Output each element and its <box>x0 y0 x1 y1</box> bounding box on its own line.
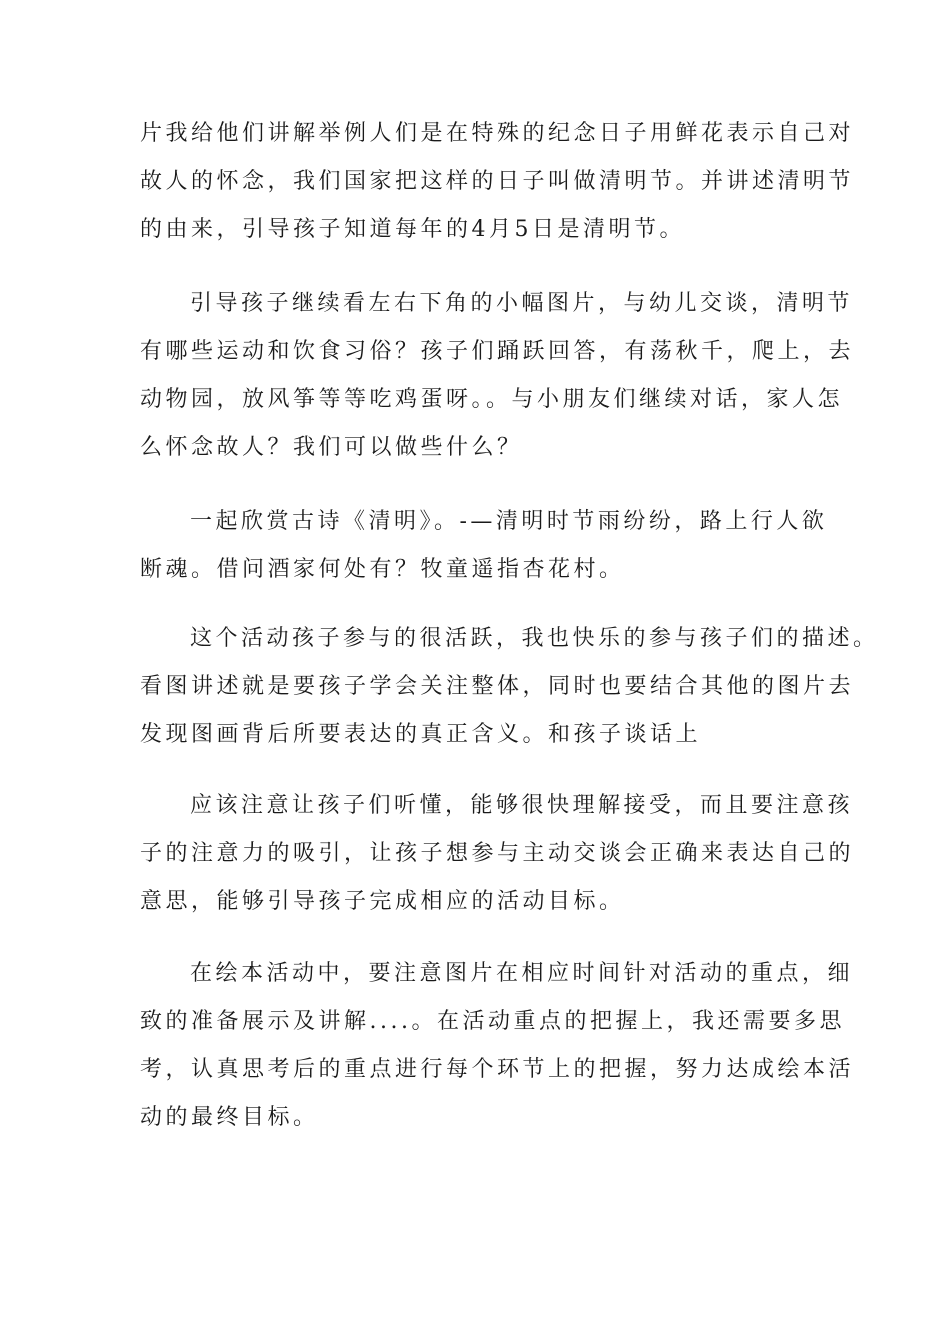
text-line: 意思，能够引导孩子完成相应的活动目标。 <box>140 889 625 914</box>
text-line: 动的最终目标。 <box>140 1105 319 1130</box>
text-line: 一起欣赏古诗《清明》。-—清明时节雨纷纷，路上行人欲 <box>190 509 828 534</box>
text-line: 看图讲述就是要孩子学会关注整体，同时也要结合其他的图片去 <box>140 674 855 699</box>
paragraph-4 <box>140 615 879 759</box>
paragraph-3 <box>140 498 827 594</box>
text-line: 在绘本活动中，要注意图片在相应时间针对活动的重点，细 <box>190 961 854 986</box>
text-line: 有哪些运动和饮食习俗？孩子们踊跃回答，有荡秋千，爬上，去 <box>140 339 855 364</box>
text-line: 子的注意力的吸引，让孩子想参与主动交谈会正确来表达自己的 <box>140 841 855 866</box>
paragraph-6 <box>140 950 854 1142</box>
paragraph-2 <box>140 280 854 472</box>
text-line: 故人的怀念，我们国家把这样的日子叫做清明节。并讲述清明节 <box>140 169 855 194</box>
text-line: 片我给他们讲解举例人们是在特殊的纪念日子用鲜花表示自己对 <box>140 121 855 146</box>
text-line: 考，认真思考后的重点进行每个环节上的把握，努力达成绘本活 <box>140 1057 855 1082</box>
text-line: 么怀念故人？我们可以做些什么？ <box>140 435 523 460</box>
paragraph-1 <box>140 110 854 254</box>
text-line: 致的准备展示及讲解....。在活动重点的把握上，我还需要多思 <box>140 1009 845 1034</box>
text-line: 这个活动孩子参与的很活跃，我也快乐的参与孩子们的描述。 <box>190 626 879 651</box>
text-line: 应该注意让孩子们听懂，能够很快理解接受，而且要注意孩 <box>190 793 854 818</box>
text-line: 动物园，放风筝等等吃鸡蛋呀。。与小朋友们继续对话，家人怎 <box>140 387 844 412</box>
text-line: 断魂。借问酒家何处有？牧童遥指杏花村。 <box>140 557 625 582</box>
text-line: 发现图画背后所要表达的真正含义。和孩子谈话上 <box>140 722 702 747</box>
paragraph-5 <box>140 782 854 926</box>
text-line: 的由来，引导孩子知道每年的4月5日是清明节。 <box>140 217 685 242</box>
text-line: 引导孩子继续看左右下角的小幅图片，与幼儿交谈，清明节 <box>190 291 854 316</box>
